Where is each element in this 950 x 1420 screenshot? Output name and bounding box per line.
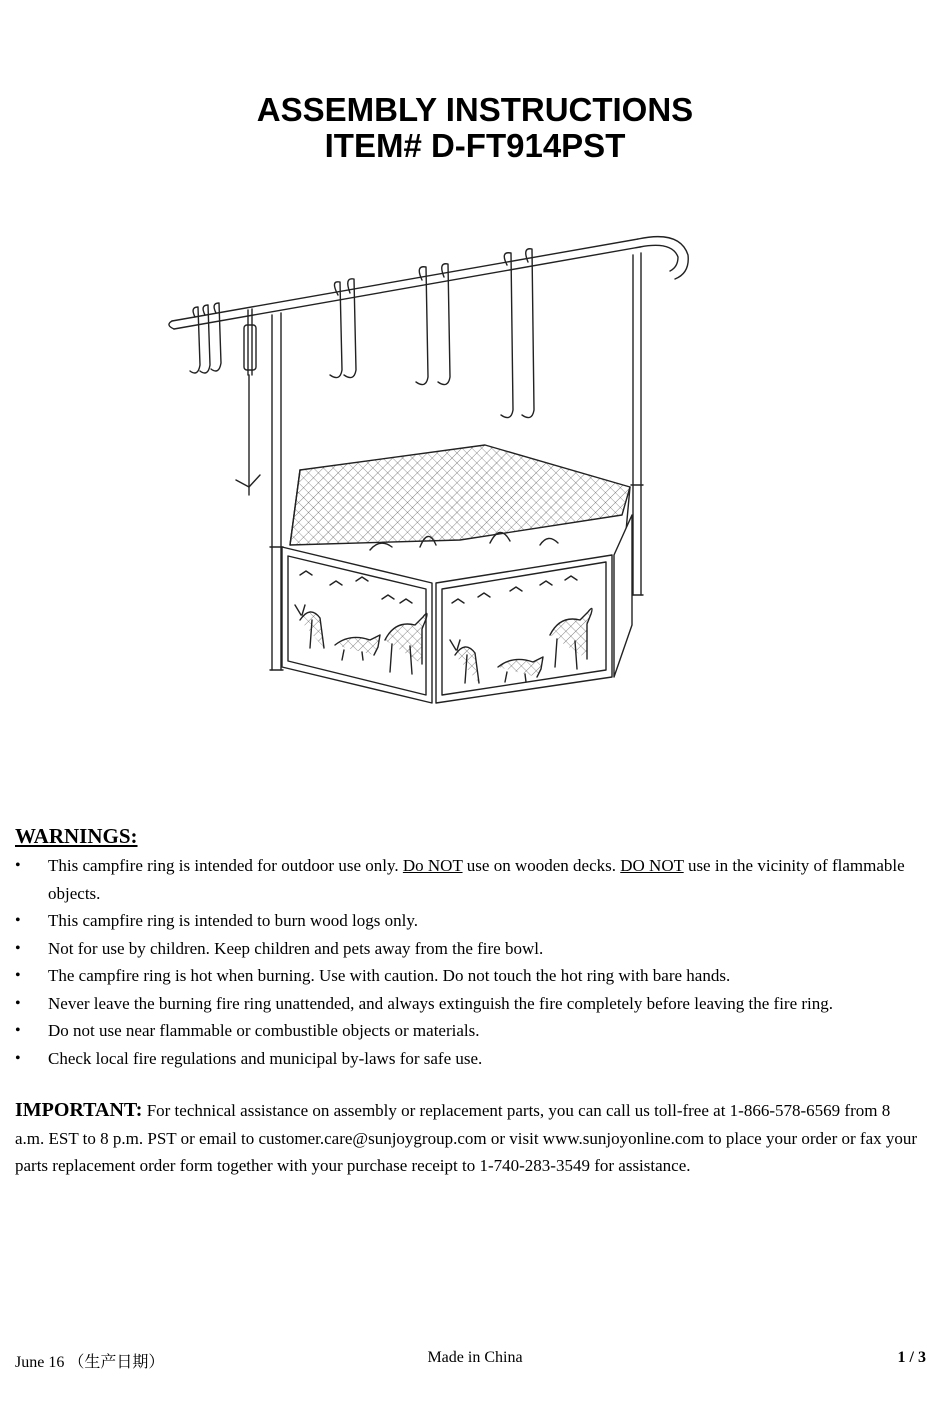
warning-item: • Check local fire regulations and municipal by-laws for safe use. [15, 1045, 915, 1073]
important-label: IMPORTANT: [15, 1099, 143, 1121]
warning-item: • This campfire ring is intended for outdoor use only. Do NOT use on wooden decks. DO NOT use in the vicinity of flammable objects. [15, 852, 915, 907]
warning-item: • The campfire ring is hot when burning. Use with caution. Do not touch the hot ring with bare hands. [15, 962, 915, 990]
warning-item: • Do not use near flammable or combustible objects or materials. [15, 1017, 915, 1045]
warnings-heading: WARNINGS: [15, 824, 138, 848]
footer-date: June 16 （生产日期） [15, 1354, 165, 1371]
footer-origin: Made in China [427, 1349, 523, 1366]
title-line-2: ITEM# D-FT914PST [324, 127, 626, 164]
warning-item: • Never leave the burning fire ring unattended, and always extinguish the fire completely before leaving the fire ring. [15, 990, 915, 1018]
campfire-ring-with-cooking-rod-and-hooks-drawing [160, 225, 700, 715]
footer-page-number: 1 / 3 [897, 1349, 926, 1366]
important-notice [15, 1097, 920, 1180]
warning-item: • This campfire ring is intended to burn wood logs only. [15, 907, 915, 935]
warnings-list [15, 852, 915, 1072]
warning-item: • Not for use by children. Keep children and pets away from the fire bowl. [15, 935, 915, 963]
title-line-1: ASSEMBLY INSTRUCTIONS [256, 91, 694, 128]
important-text: For technical assistance on assembly or replacement parts, you can call us toll-free at 1-866-578-6569 from 8 a.m. EST to 8 p.m. PST or email to customer.care@sunjoygroup.com or visit www.sunjoyonline.com to place your order or fax your parts replacement order form together with your purchase receipt to 1-740-283-3549 for assistance. [15, 1101, 918, 1175]
